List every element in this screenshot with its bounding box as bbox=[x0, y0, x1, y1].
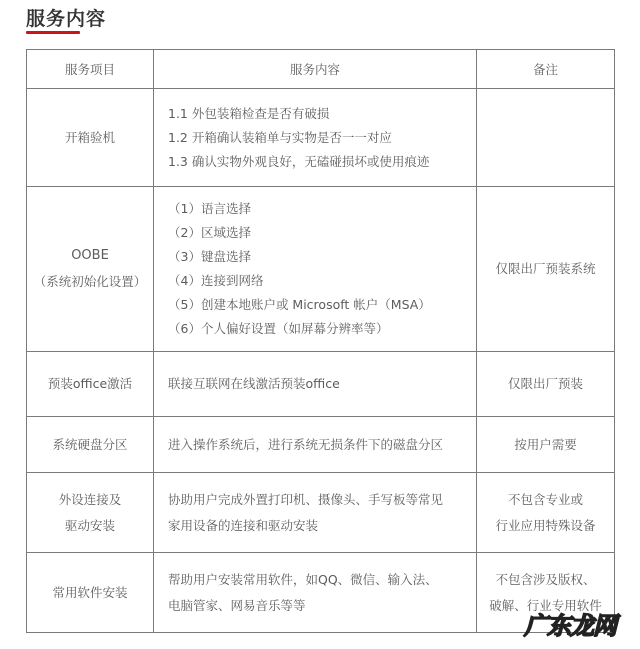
content-line: （1）语言选择 bbox=[168, 201, 251, 216]
note-cell bbox=[477, 89, 615, 187]
note-text: 仅限出厂预装 bbox=[507, 376, 583, 391]
content-cell bbox=[154, 473, 477, 553]
content-cell bbox=[154, 417, 477, 473]
content-line: （5）创建本地账户或 Microsoft 帐户（MSA） bbox=[168, 297, 431, 312]
content-cell bbox=[154, 187, 477, 352]
item-cell bbox=[27, 473, 154, 553]
item-text: 预装office激活 bbox=[47, 376, 133, 391]
content-line: 1.2 开箱确认装箱单与实物是否一一对应 bbox=[168, 129, 392, 145]
content-cell bbox=[154, 352, 477, 417]
content-line: 协助用户完成外置打印机、摄像头、手写板等常见 bbox=[168, 491, 444, 507]
content-line: （4）连接到网络 bbox=[168, 273, 264, 288]
table-row bbox=[27, 89, 615, 187]
table-header-row bbox=[27, 50, 615, 89]
note-cell bbox=[477, 417, 615, 473]
content-line: （2）区域选择 bbox=[168, 225, 251, 240]
item-text: OOBE bbox=[71, 248, 109, 263]
note-cell bbox=[477, 352, 615, 417]
content-line: 1.3 确认实物外观良好，无磕碰损坏或使用痕迹 bbox=[168, 153, 430, 169]
note-text: 仅限出厂预装系统 bbox=[495, 261, 596, 276]
header-note: 备注 bbox=[477, 50, 615, 89]
content-line: 1.1 外包装箱检查是否有破损 bbox=[168, 105, 330, 121]
item-text: 常用软件安装 bbox=[52, 584, 128, 600]
item-cell bbox=[27, 417, 154, 473]
note-text: 不包含专业或 bbox=[507, 491, 583, 507]
item-cell bbox=[27, 553, 154, 633]
content-line: 联接互联网在线激活预装office bbox=[168, 376, 340, 391]
item-text: 外设连接及 bbox=[58, 491, 122, 507]
content-line: 帮助用户安装常用软件，如QQ、微信、输入法、 bbox=[168, 571, 438, 587]
note-text: 破解、行业专用软件 bbox=[489, 597, 602, 613]
watermark-logo: 广东龙网 bbox=[524, 612, 616, 640]
header-service-content: 服务内容 bbox=[154, 50, 477, 89]
header-service-item: 服务项目 bbox=[27, 50, 154, 89]
note-cell bbox=[477, 473, 615, 553]
table-row bbox=[27, 417, 615, 473]
item-text: 驱动安装 bbox=[64, 517, 115, 533]
content-line: （6）个人偏好设置（如屏幕分辨率等） bbox=[168, 321, 389, 336]
content-line: （3）键盘选择 bbox=[168, 249, 251, 264]
content-line: 进入操作系统后，进行系统无损条件下的磁盘分区 bbox=[168, 436, 444, 452]
section-title: 服务内容 bbox=[26, 8, 107, 30]
table-row bbox=[27, 473, 615, 553]
item-cell bbox=[27, 89, 154, 187]
table-row bbox=[27, 352, 615, 417]
content-cell bbox=[154, 553, 477, 633]
item-cell bbox=[27, 187, 154, 352]
item-cell bbox=[27, 352, 154, 417]
note-cell bbox=[477, 187, 615, 352]
note-text: 按用户需要 bbox=[514, 436, 577, 452]
note-text: 行业应用特殊设备 bbox=[495, 517, 596, 533]
item-text: 系统硬盘分区 bbox=[52, 436, 128, 452]
content-line: 电脑管家、网易音乐等等 bbox=[168, 597, 306, 613]
content-line: 家用设备的连接和驱动安装 bbox=[168, 517, 319, 533]
content-cell bbox=[154, 89, 477, 187]
table-row bbox=[27, 187, 615, 352]
item-text: （系统初始化设置） bbox=[33, 274, 147, 289]
note-text: 不包含涉及版权、 bbox=[495, 571, 596, 587]
service-table bbox=[26, 49, 615, 633]
item-text: 开箱验机 bbox=[64, 129, 115, 145]
title-underline bbox=[26, 31, 80, 34]
